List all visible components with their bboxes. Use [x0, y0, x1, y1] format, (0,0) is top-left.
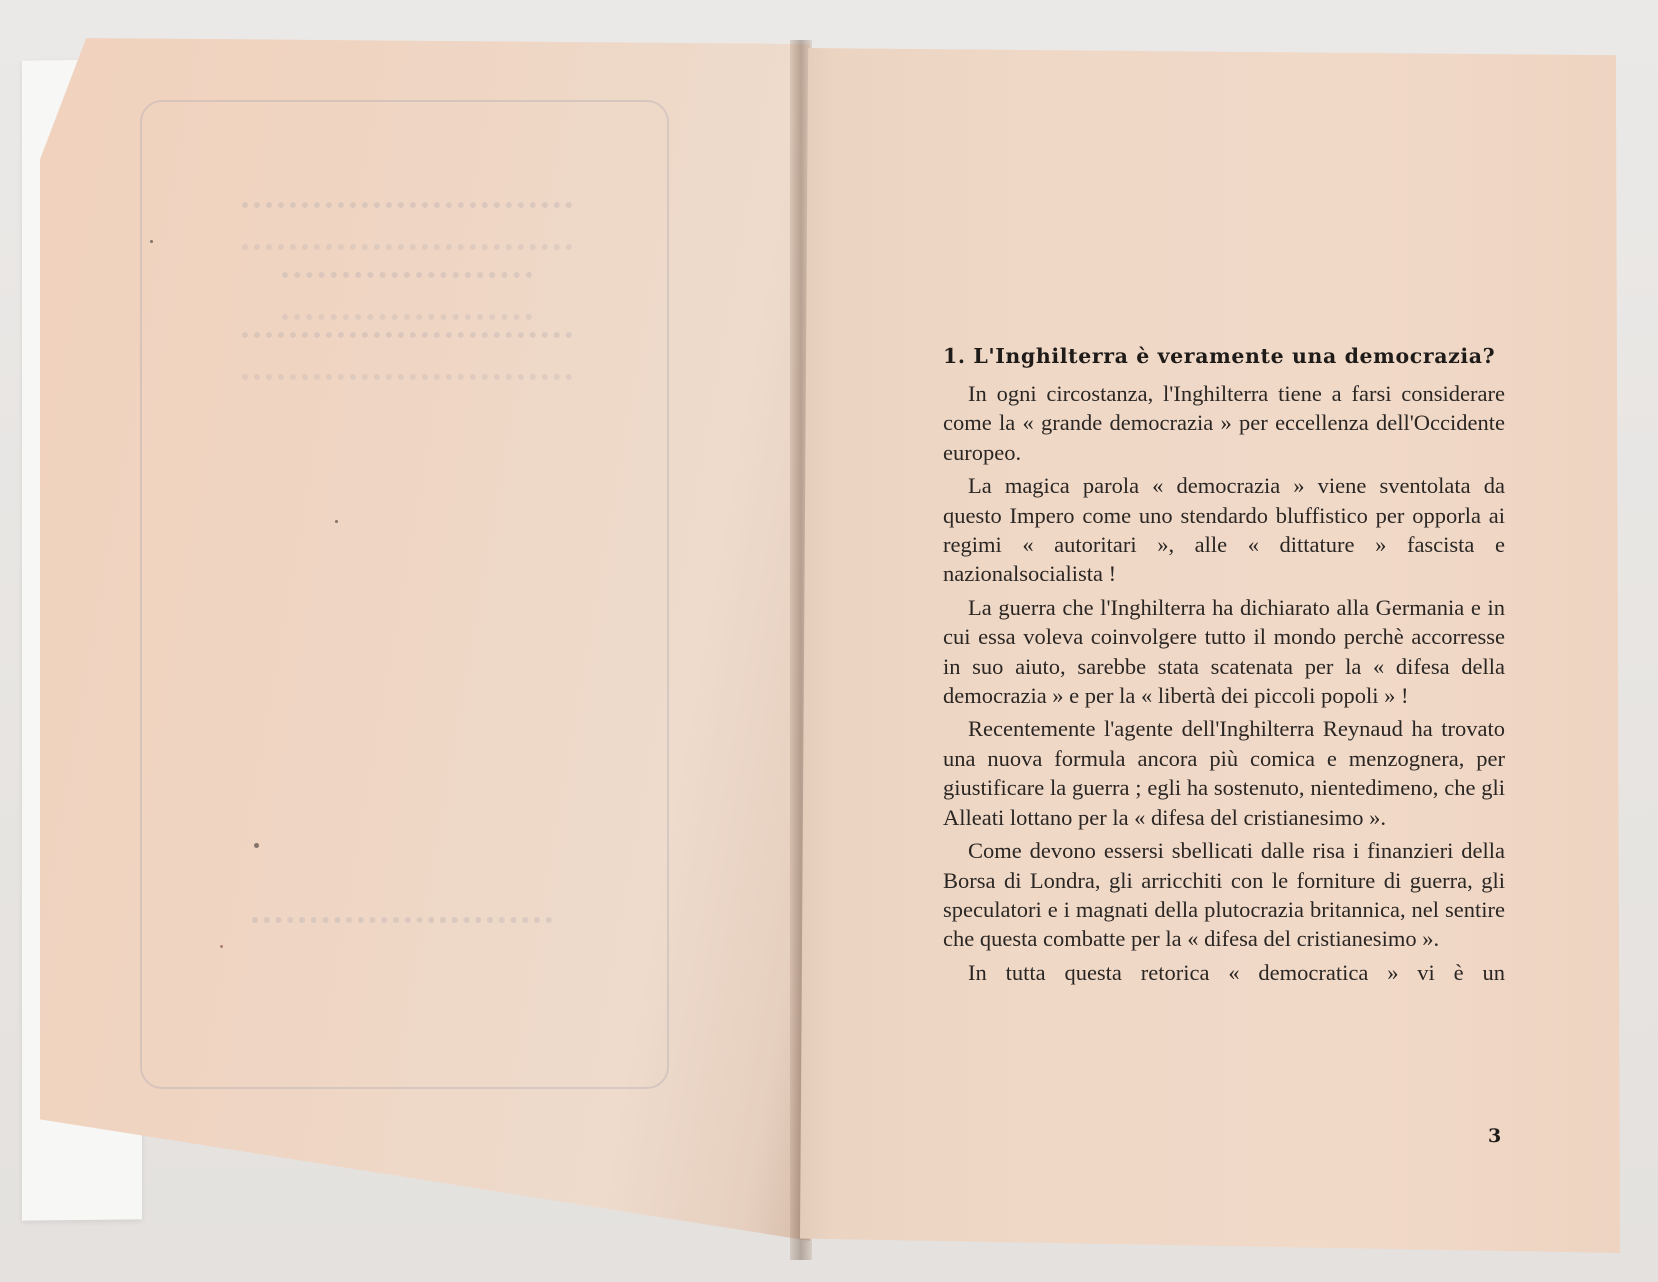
paragraph: In tutta questa retorica « democratica » vi è un	[968, 959, 1505, 985]
page-text	[943, 342, 1505, 991]
paper-speck	[335, 520, 338, 523]
paper-speck	[150, 240, 153, 243]
paragraph: In ogni circostanza, l'Inghilterra tiene a farsi considerare come la « grande democrazia » per eccellenza dell'Occidente europeo.	[943, 381, 1505, 465]
show-through-title	[242, 202, 572, 250]
show-through-frame	[140, 100, 669, 1089]
chapter-heading: 1. L'Inghilterra è veramente una democrazia?	[943, 344, 1496, 368]
paragraph: La guerra che l'Inghilterra ha dichiarato alla Germania e in cui essa voleva coinvolgere tutto il mondo perchè accorresse in suo aiuto, sarebbe stata scatenata per la « difesa della democrazia » e per la « libertà dei piccoli popoli » !	[943, 594, 1505, 709]
show-through-footer	[252, 917, 552, 937]
show-through-title	[242, 332, 572, 380]
paper-speck	[254, 843, 259, 848]
page-number: 3	[1488, 1125, 1502, 1147]
paragraph: Come devono essersi sbellicati dalle risa i finanzieri della Borsa di Londra, gli arricchiti con le forniture di guerra, gli speculatori e i magnati della plutocrazia britannica, nel sentire che questa combatte per la « difesa del cristianesimo ».	[943, 838, 1505, 952]
show-through-title	[282, 272, 532, 320]
paragraph: Recentemente l'agente dell'Inghilterra Reynaud ha trovato una nuova formula ancora più comica e menzognera, per giustificare la guerra ; egli ha sostenuto, nientedimeno, che gli Alleati lottano per la « difesa del cristianesimo ».	[943, 716, 1505, 830]
paragraph: La magica parola « democrazia » viene sventolata da questo Impero come uno stendardo bluffistico per opporla ai regimi « autoritari », alle « dittature » fascista e nazionalsocialista !	[943, 473, 1505, 587]
paper-speck	[220, 945, 223, 948]
